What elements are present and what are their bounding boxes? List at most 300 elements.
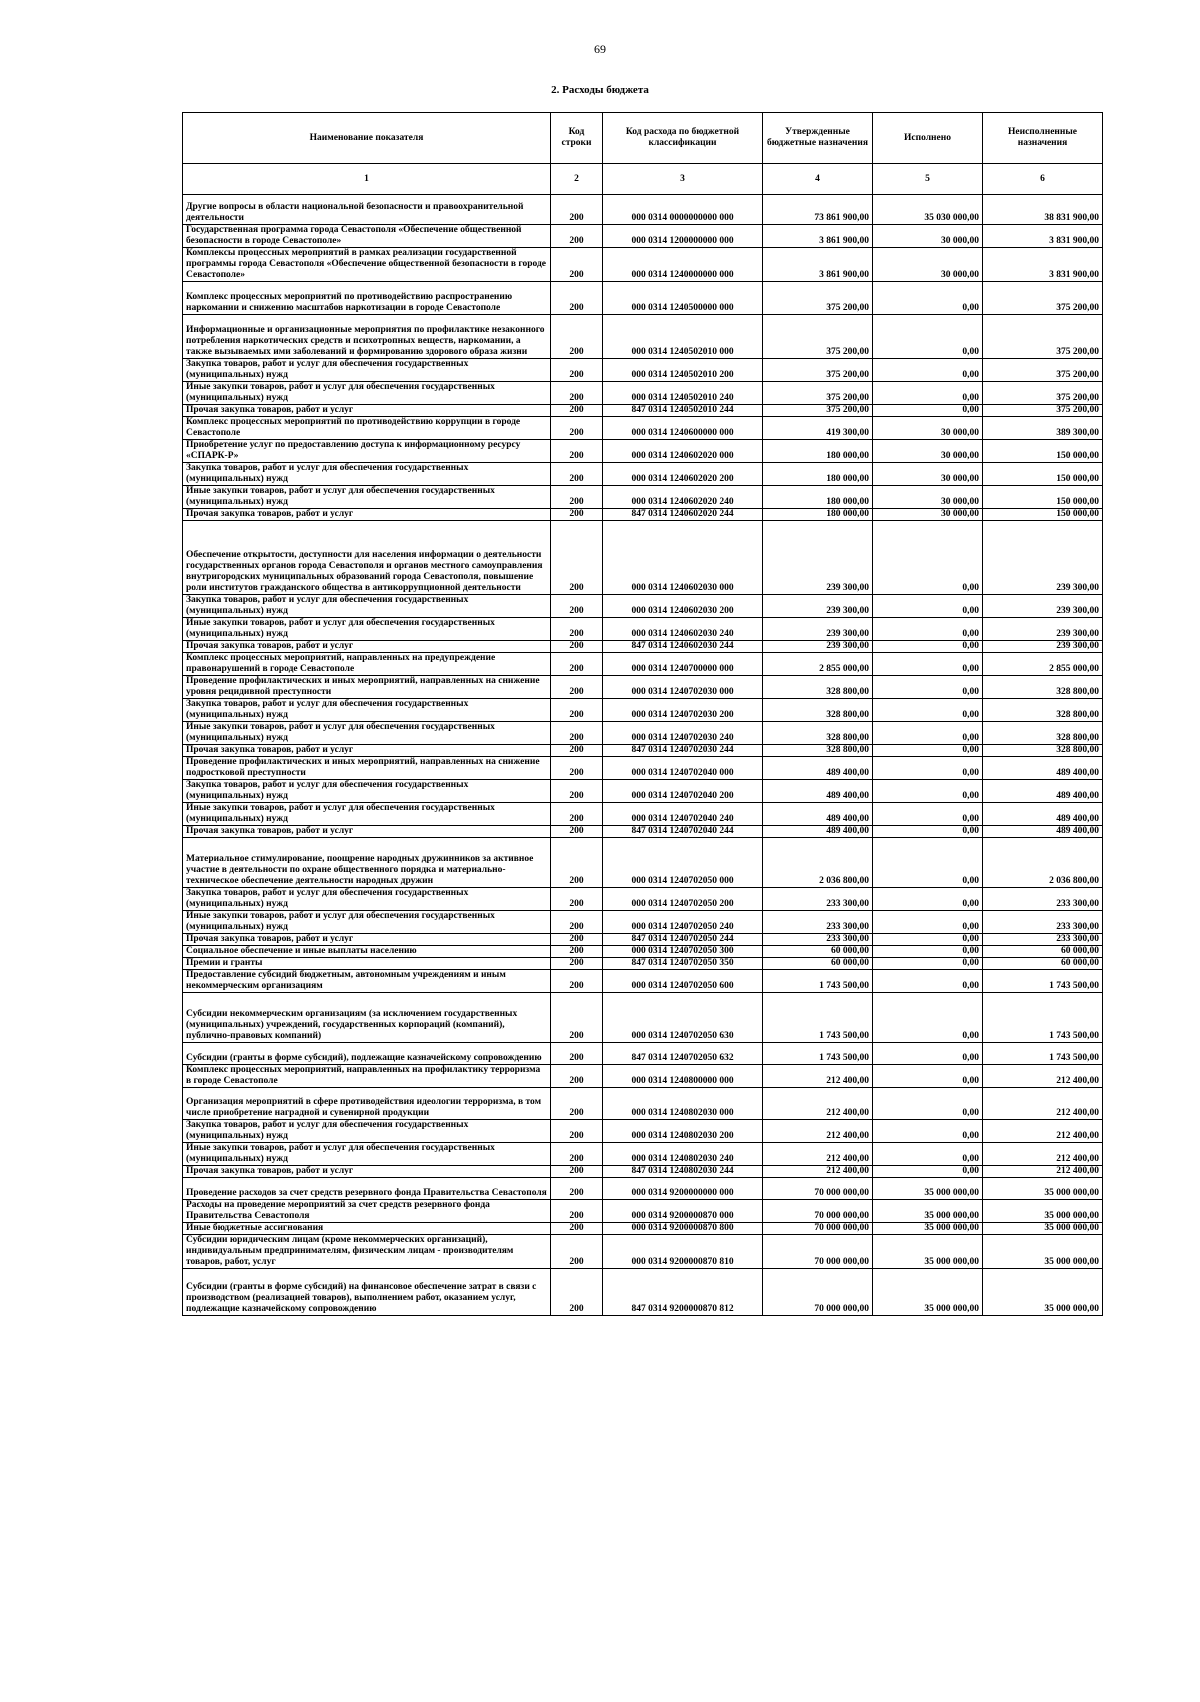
table-row (183, 405, 1103, 417)
table-row (183, 911, 1103, 934)
cell-unexecuted: 150 000,00 (983, 463, 1103, 486)
cell-code: 000 0314 1240702050 630 (603, 993, 763, 1043)
cell-approved: 489 400,00 (763, 803, 873, 826)
table-row (183, 359, 1103, 382)
cell-line: 200 (551, 958, 603, 970)
cell-name: Прочая закупка товаров, работ и услуг (183, 745, 551, 757)
cell-approved: 73 861 900,00 (763, 195, 873, 225)
cell-approved: 180 000,00 (763, 440, 873, 463)
table-row (183, 803, 1103, 826)
cell-approved: 70 000 000,00 (763, 1269, 873, 1316)
table-row (183, 1235, 1103, 1269)
cell-code: 000 0314 9200000870 810 (603, 1235, 763, 1269)
cell-approved: 375 200,00 (763, 282, 873, 315)
cell-approved: 70 000 000,00 (763, 1178, 873, 1200)
cell-unexecuted: 375 200,00 (983, 315, 1103, 359)
cell-unexecuted: 239 300,00 (983, 521, 1103, 595)
table-row (183, 440, 1103, 463)
cell-name: Закупка товаров, работ и услуг для обеспечения государственных (муниципальных) нужд (183, 1120, 551, 1143)
cell-code: 847 0314 1240702050 350 (603, 958, 763, 970)
column-number: 1 (183, 164, 551, 195)
table-row (183, 946, 1103, 958)
cell-approved: 212 400,00 (763, 1166, 873, 1178)
cell-approved: 233 300,00 (763, 934, 873, 946)
cell-approved: 489 400,00 (763, 757, 873, 780)
cell-line: 200 (551, 934, 603, 946)
cell-name: Комплексы процессных мероприятий в рамках реализации государственной программы города Севастополя «Обеспечение общественной безопасности в городе Севастополе» (183, 248, 551, 282)
cell-unexecuted: 212 400,00 (983, 1065, 1103, 1088)
cell-unexecuted: 375 200,00 (983, 405, 1103, 417)
table-row (183, 282, 1103, 315)
table-header-row (183, 113, 1103, 164)
cell-line: 200 (551, 946, 603, 958)
cell-approved: 180 000,00 (763, 463, 873, 486)
cell-unexecuted: 489 400,00 (983, 803, 1103, 826)
cell-unexecuted: 60 000,00 (983, 946, 1103, 958)
cell-code: 000 0314 1240702030 000 (603, 676, 763, 699)
cell-approved: 239 300,00 (763, 521, 873, 595)
cell-executed: 0,00 (873, 1166, 983, 1178)
cell-approved: 70 000 000,00 (763, 1200, 873, 1223)
cell-approved: 70 000 000,00 (763, 1235, 873, 1269)
table-body (183, 195, 1103, 1316)
cell-name: Субсидии (гранты в форме субсидий) на финансовое обеспечение затрат в связи с производством (реализацией товаров), выполнением работ, оказанием услуг, подлежащие казначейскому сопровождению (183, 1269, 551, 1316)
cell-approved: 2 036 800,00 (763, 838, 873, 888)
table-row (183, 509, 1103, 521)
cell-executed: 0,00 (873, 1065, 983, 1088)
cell-unexecuted: 1 743 500,00 (983, 970, 1103, 993)
cell-unexecuted: 3 831 900,00 (983, 225, 1103, 248)
cell-unexecuted: 35 000 000,00 (983, 1178, 1103, 1200)
table-row (183, 1120, 1103, 1143)
cell-name: Прочая закупка товаров, работ и услуг (183, 509, 551, 521)
table-row (183, 248, 1103, 282)
cell-unexecuted: 489 400,00 (983, 757, 1103, 780)
cell-approved: 239 300,00 (763, 595, 873, 618)
cell-name: Иные закупки товаров, работ и услуг для обеспечения государственных (муниципальных) нужд (183, 486, 551, 509)
cell-unexecuted: 233 300,00 (983, 911, 1103, 934)
budget-expenses-table (182, 112, 1103, 1316)
cell-line: 200 (551, 225, 603, 248)
cell-approved: 1 743 500,00 (763, 993, 873, 1043)
cell-unexecuted: 35 000 000,00 (983, 1235, 1103, 1269)
cell-line: 200 (551, 1178, 603, 1200)
cell-code: 000 0314 1240802030 240 (603, 1143, 763, 1166)
cell-name: Иные закупки товаров, работ и услуг для обеспечения государственных (муниципальных) нужд (183, 1143, 551, 1166)
cell-line: 200 (551, 1088, 603, 1120)
cell-executed: 0,00 (873, 888, 983, 911)
cell-approved: 212 400,00 (763, 1088, 873, 1120)
cell-unexecuted: 239 300,00 (983, 595, 1103, 618)
header-indicator-name: Наименование показателя (183, 113, 551, 164)
header-classification-code: Код расхода по бюджетной классификации (603, 113, 763, 164)
cell-code: 847 0314 9200000870 812 (603, 1269, 763, 1316)
cell-unexecuted: 375 200,00 (983, 282, 1103, 315)
cell-unexecuted: 1 743 500,00 (983, 993, 1103, 1043)
table-row (183, 745, 1103, 757)
header-unexecuted: Неисполненные назначения (983, 113, 1103, 164)
cell-executed: 0,00 (873, 653, 983, 676)
cell-approved: 375 200,00 (763, 315, 873, 359)
cell-line: 200 (551, 282, 603, 315)
cell-code: 000 0314 1240000000 000 (603, 248, 763, 282)
cell-unexecuted: 212 400,00 (983, 1143, 1103, 1166)
cell-line: 200 (551, 382, 603, 405)
cell-unexecuted: 375 200,00 (983, 382, 1103, 405)
cell-line: 200 (551, 641, 603, 653)
cell-code: 000 0314 1240602020 240 (603, 486, 763, 509)
table-row (183, 826, 1103, 838)
cell-approved: 60 000,00 (763, 946, 873, 958)
cell-code: 000 0314 1240702040 000 (603, 757, 763, 780)
cell-name: Организация мероприятий в сфере противодействия идеологии терроризма, в том числе приобретение наградной и сувенирной продукции (183, 1088, 551, 1120)
cell-executed: 0,00 (873, 993, 983, 1043)
cell-line: 200 (551, 676, 603, 699)
cell-unexecuted: 2 855 000,00 (983, 653, 1103, 676)
cell-approved: 419 300,00 (763, 417, 873, 440)
cell-code: 000 0314 1240602030 240 (603, 618, 763, 641)
cell-approved: 328 800,00 (763, 699, 873, 722)
cell-executed: 30 000,00 (873, 225, 983, 248)
cell-name: Прочая закупка товаров, работ и услуг (183, 1166, 551, 1178)
cell-unexecuted: 35 000 000,00 (983, 1223, 1103, 1235)
cell-name: Другие вопросы в области национальной безопасности и правоохранительной деятельности (183, 195, 551, 225)
cell-unexecuted: 1 743 500,00 (983, 1043, 1103, 1065)
table-row (183, 195, 1103, 225)
cell-approved: 1 743 500,00 (763, 1043, 873, 1065)
table-row (183, 1200, 1103, 1223)
cell-executed: 35 000 000,00 (873, 1200, 983, 1223)
cell-executed: 0,00 (873, 382, 983, 405)
cell-name: Закупка товаров, работ и услуг для обеспечения государственных (муниципальных) нужд (183, 463, 551, 486)
cell-line: 200 (551, 1143, 603, 1166)
cell-name: Комплекс процессных мероприятий по противодействию распространению наркомании и снижению масштабов наркотизации в городе Севастополе (183, 282, 551, 315)
table-row (183, 699, 1103, 722)
cell-line: 200 (551, 653, 603, 676)
cell-name: Закупка товаров, работ и услуг для обеспечения государственных (муниципальных) нужд (183, 888, 551, 911)
cell-line: 200 (551, 993, 603, 1043)
cell-executed: 0,00 (873, 958, 983, 970)
column-number: 6 (983, 164, 1103, 195)
cell-name: Проведение профилактических и иных мероприятий, направленных на снижение подростковой преступности (183, 757, 551, 780)
cell-unexecuted: 328 800,00 (983, 722, 1103, 745)
cell-approved: 60 000,00 (763, 958, 873, 970)
cell-unexecuted: 2 036 800,00 (983, 838, 1103, 888)
cell-executed: 0,00 (873, 405, 983, 417)
cell-executed: 0,00 (873, 1043, 983, 1065)
cell-name: Прочая закупка товаров, работ и услуг (183, 826, 551, 838)
cell-code: 000 0314 1240602020 200 (603, 463, 763, 486)
table-row (183, 993, 1103, 1043)
cell-code: 847 0314 1240602030 244 (603, 641, 763, 653)
cell-line: 200 (551, 618, 603, 641)
table-row (183, 1178, 1103, 1200)
cell-code: 000 0314 1240702050 000 (603, 838, 763, 888)
table-row (183, 1269, 1103, 1316)
cell-approved: 233 300,00 (763, 911, 873, 934)
cell-executed: 0,00 (873, 826, 983, 838)
table-row (183, 838, 1103, 888)
cell-executed: 0,00 (873, 722, 983, 745)
cell-name: Премии и гранты (183, 958, 551, 970)
cell-code: 000 0314 1240502010 240 (603, 382, 763, 405)
cell-code: 847 0314 1240702030 244 (603, 745, 763, 757)
column-number-row (183, 164, 1103, 195)
cell-name: Материальное стимулирование, поощрение народных дружинников за активное участие в деятельности по охране общественного порядка и материально-техническое обеспечение деятельности народных дружин (183, 838, 551, 888)
cell-unexecuted: 239 300,00 (983, 618, 1103, 641)
cell-code: 847 0314 1240602020 244 (603, 509, 763, 521)
cell-line: 200 (551, 521, 603, 595)
cell-line: 200 (551, 405, 603, 417)
cell-name: Иные закупки товаров, работ и услуг для обеспечения государственных (муниципальных) нужд (183, 382, 551, 405)
table-row (183, 463, 1103, 486)
table-row (183, 1043, 1103, 1065)
cell-code: 000 0314 1240700000 000 (603, 653, 763, 676)
cell-line: 200 (551, 826, 603, 838)
table-row (183, 1143, 1103, 1166)
cell-line: 200 (551, 195, 603, 225)
cell-name: Иные закупки товаров, работ и услуг для обеспечения государственных (муниципальных) нужд (183, 722, 551, 745)
table-row (183, 934, 1103, 946)
table-row (183, 958, 1103, 970)
cell-line: 200 (551, 838, 603, 888)
cell-executed: 0,00 (873, 757, 983, 780)
cell-line: 200 (551, 745, 603, 757)
cell-line: 200 (551, 888, 603, 911)
cell-executed: 0,00 (873, 699, 983, 722)
cell-executed: 35 000 000,00 (873, 1269, 983, 1316)
cell-code: 000 0314 1240802030 200 (603, 1120, 763, 1143)
cell-name: Субсидии (гранты в форме субсидий), подлежащие казначейскому сопровождению (183, 1043, 551, 1065)
cell-line: 200 (551, 1200, 603, 1223)
cell-unexecuted: 60 000,00 (983, 958, 1103, 970)
cell-name: Иные закупки товаров, работ и услуг для обеспечения государственных (муниципальных) нужд (183, 618, 551, 641)
cell-unexecuted: 35 000 000,00 (983, 1200, 1103, 1223)
column-number: 5 (873, 164, 983, 195)
cell-name: Иные бюджетные ассигнования (183, 1223, 551, 1235)
cell-executed: 0,00 (873, 803, 983, 826)
header-line-code: Код строки (551, 113, 603, 164)
cell-unexecuted: 239 300,00 (983, 641, 1103, 653)
cell-code: 000 0314 1240702040 200 (603, 780, 763, 803)
cell-executed: 0,00 (873, 676, 983, 699)
cell-code: 000 0314 1240702050 200 (603, 888, 763, 911)
cell-code: 847 0314 1240702050 632 (603, 1043, 763, 1065)
cell-executed: 0,00 (873, 641, 983, 653)
cell-unexecuted: 489 400,00 (983, 826, 1103, 838)
cell-executed: 0,00 (873, 970, 983, 993)
cell-line: 200 (551, 486, 603, 509)
cell-code: 000 0314 1240702050 300 (603, 946, 763, 958)
cell-line: 200 (551, 509, 603, 521)
cell-executed: 0,00 (873, 946, 983, 958)
cell-name: Комплекс процессных мероприятий по противодействию коррупции в городе Севастополе (183, 417, 551, 440)
cell-approved: 239 300,00 (763, 641, 873, 653)
cell-name: Закупка товаров, работ и услуг для обеспечения государственных (муниципальных) нужд (183, 699, 551, 722)
cell-line: 200 (551, 1043, 603, 1065)
cell-approved: 2 855 000,00 (763, 653, 873, 676)
cell-line: 200 (551, 248, 603, 282)
cell-unexecuted: 389 300,00 (983, 417, 1103, 440)
cell-code: 000 0314 1240502010 200 (603, 359, 763, 382)
cell-code: 000 0314 0000000000 000 (603, 195, 763, 225)
cell-name: Субсидии некоммерческим организациям (за исключением государственных (муниципальных) учреждений, государственных корпораций (компаний), публично-правовых компаний) (183, 993, 551, 1043)
cell-name: Проведение профилактических и иных мероприятий, направленных на снижение уровня рецидивной преступности (183, 676, 551, 699)
cell-code: 847 0314 1240702040 244 (603, 826, 763, 838)
cell-approved: 233 300,00 (763, 888, 873, 911)
cell-unexecuted: 233 300,00 (983, 934, 1103, 946)
cell-line: 200 (551, 595, 603, 618)
table-row (183, 1166, 1103, 1178)
column-number: 3 (603, 164, 763, 195)
cell-executed: 30 000,00 (873, 509, 983, 521)
cell-line: 200 (551, 1065, 603, 1088)
cell-unexecuted: 38 831 900,00 (983, 195, 1103, 225)
table-row (183, 676, 1103, 699)
cell-name: Расходы на проведение мероприятий за счет средств резервного фонда Правительства Севастополя (183, 1200, 551, 1223)
cell-name: Закупка товаров, работ и услуг для обеспечения государственных (муниципальных) нужд (183, 359, 551, 382)
cell-unexecuted: 150 000,00 (983, 440, 1103, 463)
cell-executed: 30 000,00 (873, 440, 983, 463)
table-row (183, 780, 1103, 803)
cell-executed: 0,00 (873, 780, 983, 803)
cell-approved: 3 861 900,00 (763, 225, 873, 248)
cell-name: Предоставление субсидий бюджетным, автономным учреждениям и иным некоммерческим организациям (183, 970, 551, 993)
cell-name: Иные закупки товаров, работ и услуг для обеспечения государственных (муниципальных) нужд (183, 803, 551, 826)
cell-executed: 30 000,00 (873, 486, 983, 509)
cell-approved: 212 400,00 (763, 1065, 873, 1088)
cell-unexecuted: 35 000 000,00 (983, 1269, 1103, 1316)
table-row (183, 970, 1103, 993)
column-number: 2 (551, 164, 603, 195)
table-row (183, 618, 1103, 641)
cell-approved: 212 400,00 (763, 1120, 873, 1143)
cell-code: 000 0314 1240702050 240 (603, 911, 763, 934)
cell-code: 000 0314 1240600000 000 (603, 417, 763, 440)
cell-line: 200 (551, 1223, 603, 1235)
cell-line: 200 (551, 722, 603, 745)
cell-approved: 239 300,00 (763, 618, 873, 641)
cell-approved: 375 200,00 (763, 405, 873, 417)
cell-unexecuted: 3 831 900,00 (983, 248, 1103, 282)
page-number: 69 (594, 42, 606, 56)
cell-approved: 489 400,00 (763, 826, 873, 838)
cell-executed: 0,00 (873, 521, 983, 595)
cell-name: Иные закупки товаров, работ и услуг для обеспечения государственных (муниципальных) нужд (183, 911, 551, 934)
cell-unexecuted: 212 400,00 (983, 1120, 1103, 1143)
cell-name: Прочая закупка товаров, работ и услуг (183, 405, 551, 417)
cell-unexecuted: 233 300,00 (983, 888, 1103, 911)
cell-executed: 35 000 000,00 (873, 1223, 983, 1235)
cell-executed: 0,00 (873, 315, 983, 359)
cell-executed: 30 000,00 (873, 417, 983, 440)
cell-line: 200 (551, 1166, 603, 1178)
cell-code: 000 0314 1240702040 240 (603, 803, 763, 826)
cell-name: Информационные и организационные мероприятия по профилактике незаконного потребления наркотических средств и психотропных веществ, наркомании, а также вызываемых ими заболеваний и формированию здорового образа жизни (183, 315, 551, 359)
cell-executed: 0,00 (873, 595, 983, 618)
cell-line: 200 (551, 757, 603, 780)
table-row (183, 382, 1103, 405)
cell-code: 000 0314 1200000000 000 (603, 225, 763, 248)
cell-name: Обеспечение открытости, доступности для населения информации о деятельности государственных органов города Севастополя и органов местного самоуправления внутригородских муниципальных образований города Севастополя, повышение роли институтов гражданского общества в антикоррупционной деятельности (183, 521, 551, 595)
cell-approved: 489 400,00 (763, 780, 873, 803)
cell-line: 200 (551, 970, 603, 993)
cell-unexecuted: 375 200,00 (983, 359, 1103, 382)
cell-executed: 0,00 (873, 838, 983, 888)
cell-unexecuted: 212 400,00 (983, 1166, 1103, 1178)
cell-code: 847 0314 1240702050 244 (603, 934, 763, 946)
cell-line: 200 (551, 1269, 603, 1316)
cell-executed: 35 030 000,00 (873, 195, 983, 225)
table-row (183, 757, 1103, 780)
cell-code: 000 0314 1240602020 000 (603, 440, 763, 463)
cell-approved: 328 800,00 (763, 722, 873, 745)
cell-line: 200 (551, 911, 603, 934)
cell-code: 000 0314 1240602030 000 (603, 521, 763, 595)
cell-approved: 375 200,00 (763, 359, 873, 382)
cell-line: 200 (551, 315, 603, 359)
table-row (183, 653, 1103, 676)
cell-name: Прочая закупка товаров, работ и услуг (183, 641, 551, 653)
header-executed: Исполнено (873, 113, 983, 164)
cell-approved: 212 400,00 (763, 1143, 873, 1166)
cell-executed: 0,00 (873, 1143, 983, 1166)
table-row (183, 1088, 1103, 1120)
cell-approved: 328 800,00 (763, 676, 873, 699)
cell-code: 000 0314 1240602030 200 (603, 595, 763, 618)
cell-line: 200 (551, 780, 603, 803)
cell-executed: 0,00 (873, 911, 983, 934)
cell-approved: 375 200,00 (763, 382, 873, 405)
cell-unexecuted: 328 800,00 (983, 699, 1103, 722)
cell-line: 200 (551, 359, 603, 382)
table-row (183, 888, 1103, 911)
cell-unexecuted: 150 000,00 (983, 509, 1103, 521)
table-row (183, 1065, 1103, 1088)
cell-executed: 30 000,00 (873, 248, 983, 282)
cell-executed: 30 000,00 (873, 463, 983, 486)
table-row (183, 486, 1103, 509)
cell-code: 847 0314 1240802030 244 (603, 1166, 763, 1178)
cell-code: 000 0314 1240502010 000 (603, 315, 763, 359)
cell-approved: 180 000,00 (763, 509, 873, 521)
cell-code: 000 0314 1240702030 200 (603, 699, 763, 722)
cell-executed: 0,00 (873, 1120, 983, 1143)
cell-code: 000 0314 1240802030 000 (603, 1088, 763, 1120)
cell-executed: 0,00 (873, 1088, 983, 1120)
cell-code: 000 0314 9200000870 000 (603, 1200, 763, 1223)
cell-line: 200 (551, 417, 603, 440)
table-row (183, 521, 1103, 595)
cell-name: Закупка товаров, работ и услуг для обеспечения государственных (муниципальных) нужд (183, 780, 551, 803)
table-row (183, 641, 1103, 653)
cell-name: Проведение расходов за счет средств резервного фонда Правительства Севастополя (183, 1178, 551, 1200)
table-row (183, 722, 1103, 745)
cell-unexecuted: 150 000,00 (983, 486, 1103, 509)
cell-approved: 70 000 000,00 (763, 1223, 873, 1235)
cell-name: Комплекс процессных мероприятий, направленных на профилактику терроризма в городе Севастополе (183, 1065, 551, 1088)
cell-line: 200 (551, 463, 603, 486)
cell-approved: 1 743 500,00 (763, 970, 873, 993)
table-row (183, 225, 1103, 248)
cell-code: 000 0314 1240800000 000 (603, 1065, 763, 1088)
cell-line: 200 (551, 699, 603, 722)
cell-line: 200 (551, 1235, 603, 1269)
cell-executed: 35 000 000,00 (873, 1178, 983, 1200)
cell-name: Государственная программа города Севастополя «Обеспечение общественной безопасности в городе Севастополе» (183, 225, 551, 248)
cell-approved: 328 800,00 (763, 745, 873, 757)
cell-executed: 0,00 (873, 745, 983, 757)
